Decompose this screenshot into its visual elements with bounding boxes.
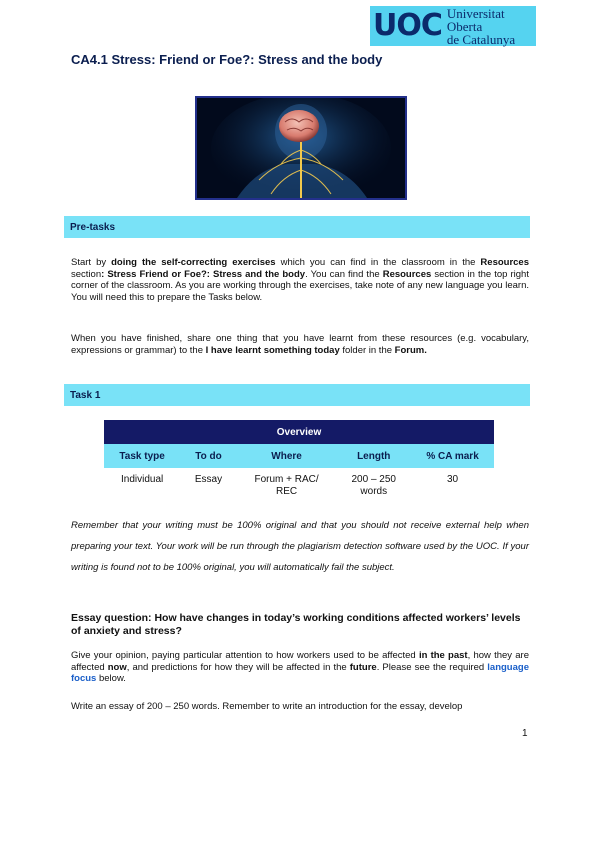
text-run: Forum. [394,344,427,356]
text-run: . Please see the required [376,661,488,673]
col-header-length: Length [336,444,411,468]
logo-line-2: de Catalunya [446,31,516,47]
text-run: , how they are affected [71,650,529,673]
overview-table [104,420,494,499]
text-run: . You can find the [305,268,383,280]
overview-table-title-row [104,420,494,444]
cell-ca-mark: 30 [446,474,459,485]
pretasks-paragraph-2 [71,333,529,356]
text-run: below. [96,673,126,684]
logo-line-1: Universitat Oberta [446,5,505,34]
text-run: section in the top right corner of the classroom. As you are working through the exercises, take note of any new language you learn. You will need this to prepare the Tasks below. [71,268,529,303]
text-run: which you can find in the classroom in the [275,257,481,268]
text-run: now [107,661,127,673]
cell-task-type: Individual [120,474,164,485]
col-header-task-type: Task type [104,444,180,468]
col-header-where: Where [237,444,337,468]
overview-table-title: Overview [276,426,322,438]
text-run: Resources [382,268,432,280]
text-run: language focus [71,661,529,684]
originality-warning: Remember that your writing must be 100% original and that you should not receive external help when preparing your text. Your work will be run through the plagiarism detection software used by the UOC. If your writing is found not to be 100% original, you will automatically fail the subject. [71,520,529,573]
text-run: folder in the [339,344,395,356]
text-run: Start by [71,257,112,268]
text-run: future [349,661,377,673]
col-header-to-do: To do [180,444,237,468]
brain-illustration-svg [197,98,405,198]
table-row [104,468,494,499]
pretasks-heading: Pre-tasks [70,221,116,233]
logo-mark: UOC [373,8,442,43]
cell-to-do: Essay [194,474,223,485]
text-run: : Stress Friend or Foe?: Stress and the body [101,268,306,280]
page-number: 1 [522,728,528,739]
cell-length: 200 – 250 words [351,474,396,497]
col-header-ca-mark: % CA mark [411,444,494,468]
pretasks-paragraph-1 [71,257,529,303]
uoc-logo [370,6,536,46]
pretasks-heading-bar [64,216,530,238]
text-run: section [71,268,102,280]
text-run: I have learnt something today [205,344,340,356]
task1-heading-bar [64,384,530,406]
logo-text [447,7,536,46]
text-run: , and predictions for how they will be affected in the [126,661,350,673]
text-run: doing the self-correcting exercises [111,257,276,268]
essay-question: Essay question: How have changes in today’s working conditions affected workers’ levels of anxiety and stress? [71,612,521,637]
task1-heading: Task 1 [70,389,101,401]
brain-illustration [195,96,407,200]
text-run: When you have finished, share one thing that you have learnt from these resources (e.g. vocabulary, expressions or grammar) to the [71,333,529,356]
cell-where: Forum + RAC/ REC [254,474,319,497]
essay-instructions-paragraph [71,650,529,685]
text-run: Give your opinion, paying particular attention to how workers used to be affected [71,650,419,661]
document-title: CA4.1 Stress: Friend or Foe?: Stress and the body [71,52,383,67]
text-run: in the past [418,650,468,661]
essay-length-paragraph: Write an essay of 200 – 250 words. Remember to write an introduction for the essay, develop [71,701,463,712]
overview-table-header-row [104,444,494,468]
text-run: Resources [480,257,530,268]
